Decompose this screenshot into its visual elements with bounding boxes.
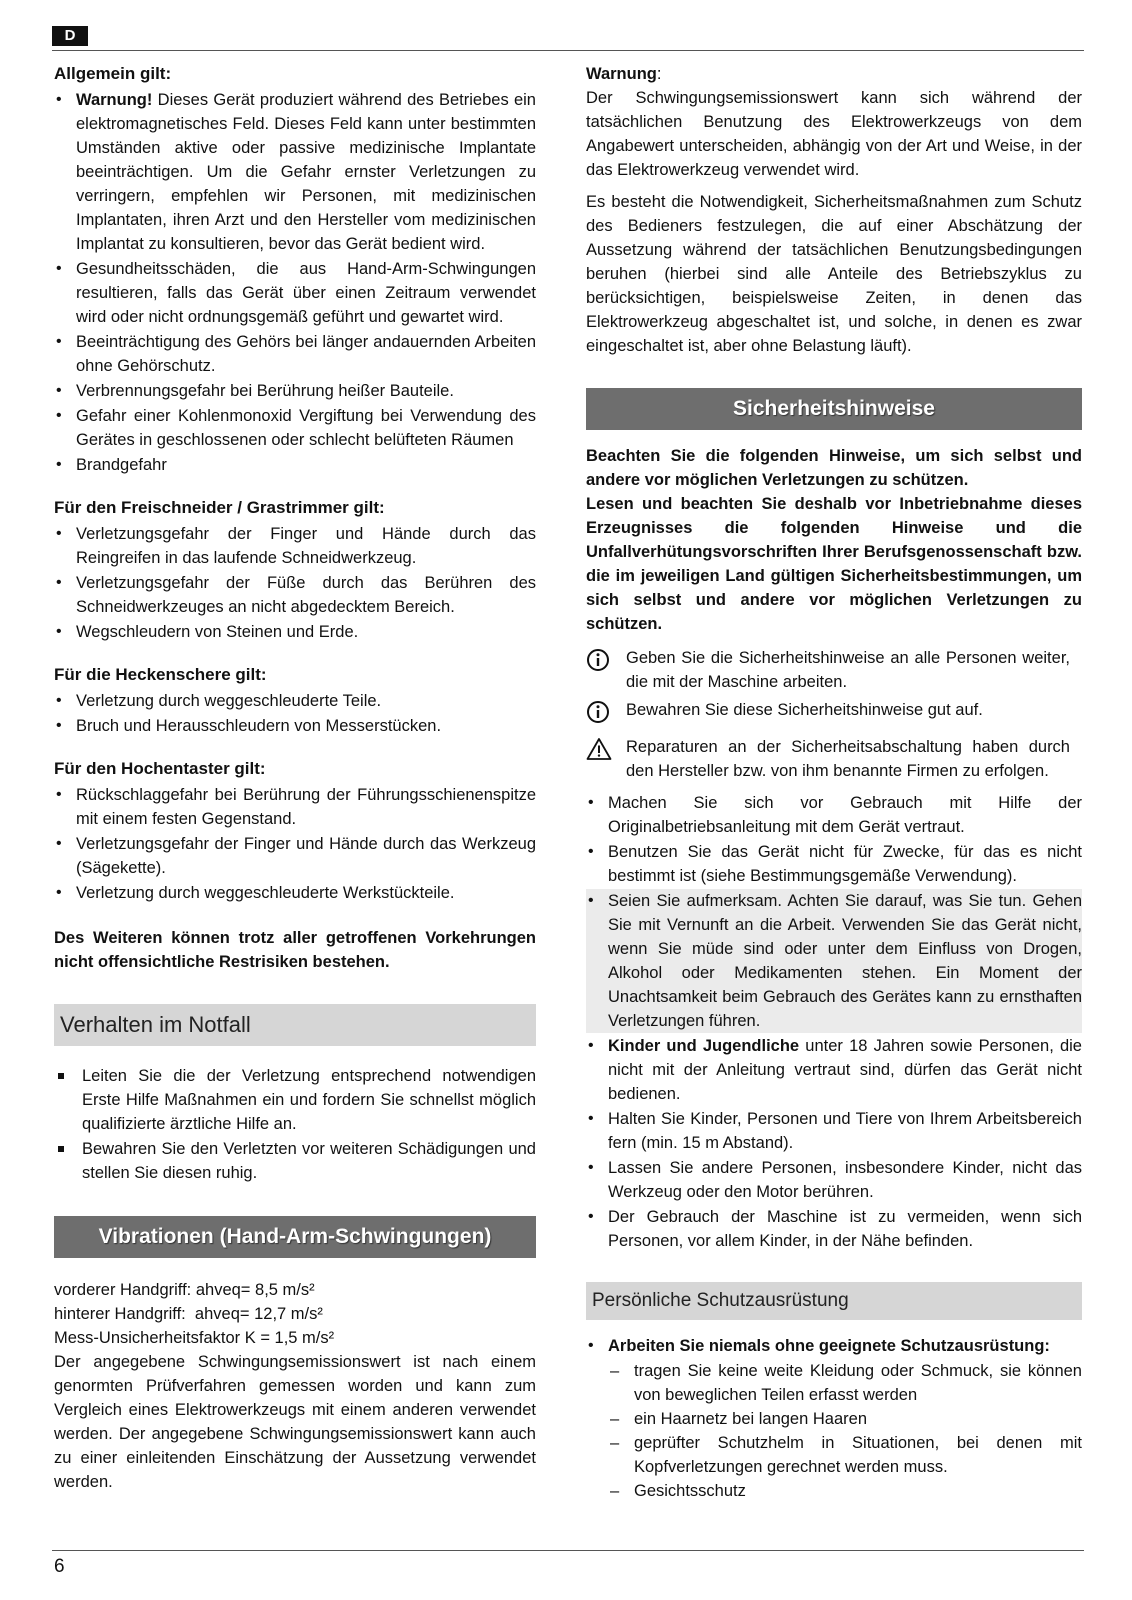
hedge-list	[54, 689, 536, 738]
list-item: • Benutzen Sie das Gerät nicht für Zwecke, für das es nicht bestimmt ist (siehe Bestimmungsgemäße Verwendung).	[586, 840, 1082, 888]
hedge-heading: Für die Heckenschere gilt:	[54, 665, 267, 684]
safety-intro-1: Beachten Sie die folgenden Hinweise, um sich selbst und andere vor möglichen Verletzungen zu schützen.	[586, 447, 1082, 489]
trimmer-heading: Für den Freischneider / Grastrimmer gilt:	[54, 498, 385, 517]
list-item: • Gesundheitsschäden, die aus Hand-Arm-Schwingungen resultieren, falls das Gerät über einen Zeitraum verwendet wird oder nicht ordnungsgemäß geführt und gewartet wird.	[54, 257, 536, 329]
list-item: Leiten Sie die der Verletzung entsprechend notwendigen Erste Hilfe Maßnahmen ein und fordern Sie schnellst möglich qualifizierte ärztliche Hilfe an.	[54, 1064, 536, 1136]
safety-section-title: Sicherheitshinweise	[586, 388, 1082, 430]
safety-list	[586, 791, 1082, 1253]
page-number: 6	[54, 1556, 65, 1577]
list-item-highlighted: • Seien Sie aufmerksam. Achten Sie darauf, was Sie tun. Gehen Sie mit Vernunft an die Arbeit. Verwenden Sie das Gerät nicht, wenn Sie müde sind oder unter dem Einfluss von Drogen, Alkohol oder Medikamenten stehen. Ein Moment der Unachtsamkeit beim Gebrauch des Gerätes kann zu ernsthaften Verletzungen führen.	[586, 889, 1082, 1033]
general-list	[54, 88, 536, 477]
info-icon	[586, 646, 626, 679]
sub-item: – ein Haarnetz bei langen Haaren	[608, 1407, 1082, 1431]
children-bold: Kinder und Jugendliche	[608, 1037, 800, 1055]
note-text: Geben Sie die Sicherheitshinweise an alle Personen weiter, die mit der Maschine arbeiten.	[626, 649, 1070, 691]
warning-label-line	[586, 62, 1082, 86]
footer-rule	[52, 1550, 1084, 1551]
children-text: unter 18 Jahren sowie Personen, die nicht mit der Anleitung vertraut sind, dürfen das Gerät nicht bedienen.	[608, 1037, 1082, 1103]
note-text: Bewahren Sie diese Sicherheitshinweise gut auf.	[626, 701, 983, 719]
list-item	[586, 1334, 1082, 1503]
vibration-section-title: Vibrationen (Hand-Arm-Schwingungen)	[54, 1216, 536, 1258]
pruner-heading: Für den Hochentaster gilt:	[54, 759, 266, 778]
info-icon	[586, 698, 626, 731]
list-item: • Verletzungsgefahr der Füße durch das Berühren des Schneidwerkzeuges an nicht abgedecktem Bereich.	[54, 571, 536, 619]
vibration-uncertainty: Mess-Unsicherheitsfaktor K = 1,5 m/s²	[54, 1329, 335, 1347]
list-item: • Verbrennungsgefahr bei Berührung heißer Bauteile.	[54, 379, 536, 403]
sub-item: – tragen Sie keine weite Kleidung oder Schmuck, sie können von beweglichen Teilen erfasst werden	[608, 1359, 1082, 1407]
warning-note	[586, 735, 1082, 783]
right-column	[586, 62, 1082, 1504]
header-rule	[52, 50, 1084, 51]
pruner-list	[54, 783, 536, 905]
list-item: • Machen Sie sich vor Gebrauch mit Hilfe der Originalbetriebsanleitung mit dem Gerät vertraut.	[586, 791, 1082, 839]
list-item	[586, 1034, 1082, 1106]
warning-triangle-icon	[586, 735, 626, 768]
safety-intro-2: Lesen und beachten Sie deshalb vor Inbetriebnahme dieses Erzeugnisses die folgenden Hinweise und die Unfallverhütungsvorschriften Ihrer Berufsgenossenschaft bzw. die im jeweiligen Land gültigen Sicherheitsbestimmungen, um sich selbst und andere vor möglichen Verletzungen zu schützen.	[586, 495, 1082, 633]
info-note-1	[586, 646, 1082, 694]
vibration-paragraph: Der angegebene Schwingungsemissionswert ist nach einem genormten Prüfverfahren gemessen worden und kann zum Vergleich eines Elektrowerkzeugs mit einem anderen verwendet werden. Der angegebene Schwingungsemissionswert kann auch zu einer einleitenden Einschätzung der Aussetzung verwendet werden.	[54, 1353, 536, 1491]
ppe-lead: Arbeiten Sie niemals ohne geeignete Schutzausrüstung:	[608, 1337, 1050, 1355]
list-item: • Lassen Sie andere Personen, insbesondere Kinder, nicht das Werkzeug oder den Motor berühren.	[586, 1156, 1082, 1204]
residual-risk-note: Des Weiteren können trotz aller getroffenen Vorkehrungen nicht offensichtliche Restrisiken bestehen.	[54, 929, 536, 971]
vibration-front-grip: vorderer Handgriff: ahveq= 8,5 m/s²	[54, 1281, 315, 1299]
list-item: • Verletzung durch weggeschleuderte Teile.	[54, 689, 536, 713]
sub-item: – geprüfter Schutzhelm in Situationen, bei denen mit Kopfverletzungen gerechnet werden muss.	[608, 1431, 1082, 1479]
warning-text: Dieses Gerät produziert während des Betriebes ein elektromagnetisches Feld. Dieses Feld kann unter bestimmten Umständen aktive oder passive medizinische Implantate beeinträchtigen. Um die Gefahr ernster Verletzungen zu verringern, empfehlen wir Personen, mit medizinischen Implantaten, ihren Arzt und den Hersteller vom medizinischen Implantat zu konsultieren, bevor das Gerät bedient wird.	[76, 91, 536, 253]
list-item: • Halten Sie Kinder, Personen und Tiere von Ihrem Arbeitsbereich fern (min. 15 m Abstand).	[586, 1107, 1082, 1155]
list-item: • Wegschleudern von Steinen und Erde.	[54, 620, 536, 644]
list-item: • Brandgefahr	[54, 453, 536, 477]
list-item: • Verletzungsgefahr der Finger und Hände durch das Werkzeug (Sägekette).	[54, 832, 536, 880]
vibration-rear-grip: hinterer Handgriff: ahveq= 12,7 m/s²	[54, 1305, 323, 1323]
list-item: • Der Gebrauch der Maschine ist zu vermeiden, wenn sich Personen, vor allem Kinder, in der Nähe befinden.	[586, 1205, 1082, 1253]
warning-paragraph-1: Der Schwingungsemissionswert kann sich während der tatsächlichen Benutzung des Elektrowerkzeugs von dem Angabewert unterscheiden, abhängig von der Art und Weise, in der das Elektrowerkzeug verwendet wird.	[586, 89, 1082, 179]
list-item: • Rückschlaggefahr bei Berührung der Führungsschienenspitze mit einem festen Gegenstand.	[54, 783, 536, 831]
list-item: • Verletzung durch weggeschleuderte Werkstückteile.	[54, 881, 536, 905]
general-heading: Allgemein gilt:	[54, 64, 172, 83]
trimmer-list	[54, 522, 536, 644]
warning-bold: Warnung!	[76, 91, 153, 109]
language-tab: D	[52, 26, 88, 46]
warning-label: Warnung	[586, 65, 657, 83]
list-item: • Verletzungsgefahr der Finger und Hände durch das Reingreifen in das laufende Schneidwerkzeug.	[54, 522, 536, 570]
ppe-sublist	[608, 1359, 1082, 1503]
list-item: Bewahren Sie den Verletzten vor weiteren Schädigungen und stellen Sie diesen ruhig.	[54, 1137, 536, 1185]
info-note-2	[586, 698, 1082, 731]
list-item	[54, 88, 536, 256]
warning-colon: :	[656, 65, 662, 83]
note-text: Reparaturen an der Sicherheitsabschaltung haben durch den Hersteller bzw. von ihm benannte Firmen zu erfolgen.	[626, 738, 1070, 780]
ppe-list	[586, 1334, 1082, 1503]
list-item: • Gefahr einer Kohlenmonoxid Vergiftung bei Verwendung des Gerätes in geschlossenen oder schlecht belüfteten Räumen	[54, 404, 536, 452]
list-item: • Beeinträchtigung des Gehörs bei länger andauernden Arbeiten ohne Gehörschutz.	[54, 330, 536, 378]
list-item: • Bruch und Herausschleudern von Messerstücken.	[54, 714, 536, 738]
sub-item: – Gesichtsschutz	[608, 1479, 1082, 1503]
warning-paragraph-2: Es besteht die Notwendigkeit, Sicherheitsmaßnahmen zum Schutz des Bedieners festzulegen, die auf einer Abschätzung der Aussetzung während der tatsächlichen Benutzungsbedingungen beruhen (hierbei sind alle Anteile des Betriebszyklus zu berücksichtigen, beispielsweise Zeiten, in denen das Elektrowerkzeug abgeschaltet ist, und solche, in denen es zwar eingeschaltet ist, aber ohne Belastung läuft).	[586, 193, 1082, 355]
left-column	[54, 62, 536, 1494]
ppe-section-title: Persönliche Schutzausrüstung	[586, 1282, 1082, 1320]
emergency-section-title: Verhalten im Notfall	[54, 1004, 536, 1046]
emergency-list	[54, 1064, 536, 1185]
